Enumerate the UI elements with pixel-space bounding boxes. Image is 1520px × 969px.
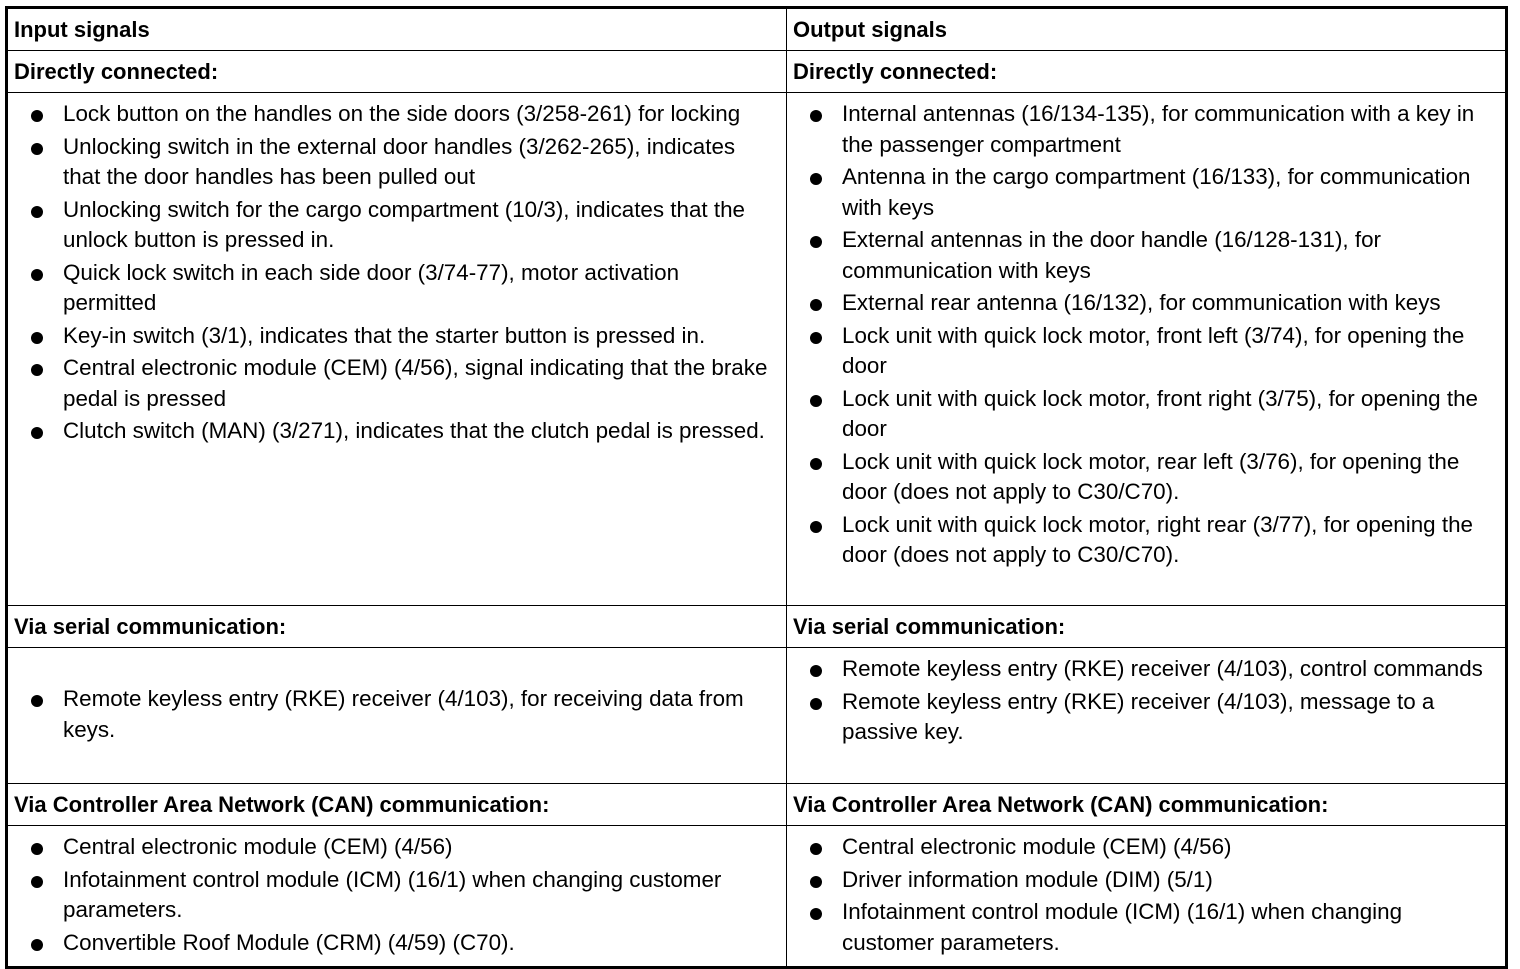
signals-table <box>5 6 1508 969</box>
list-item: Infotainment control module (ICM) (16/1) when changing customer parameters. <box>787 897 1505 958</box>
table-header-row <box>7 8 1507 51</box>
serial-section-header-row <box>7 606 1507 648</box>
list-item: Internal antennas (16/134-135), for communication with a key in the passenger compartment <box>787 99 1505 160</box>
serial-output-cell <box>787 648 1507 784</box>
direct-input-list <box>8 93 786 447</box>
list-item: Lock button on the handles on the side doors (3/258-261) for locking <box>8 99 786 130</box>
can-section-content-row <box>7 826 1507 968</box>
list-item: Unlocking switch in the external door handles (3/262-265), indicates that the door handles has been pulled out <box>8 132 786 193</box>
can-output-cell <box>787 826 1507 968</box>
list-item: Antenna in the cargo compartment (16/133), for communication with keys <box>787 162 1505 223</box>
direct-output-list <box>787 93 1505 571</box>
can-input-cell <box>7 826 787 968</box>
list-item: Quick lock switch in each side door (3/74-77), motor activation permitted <box>8 258 786 319</box>
serial-output-list <box>787 648 1505 748</box>
list-item: Central electronic module (CEM) (4/56), signal indicating that the brake pedal is pressed <box>8 353 786 414</box>
list-item: External rear antenna (16/132), for communication with keys <box>787 288 1505 319</box>
direct-input-cell <box>7 93 787 606</box>
output-signals-header: Output signals <box>787 8 1507 51</box>
direct-output-cell <box>787 93 1507 606</box>
direct-section-header-row <box>7 51 1507 93</box>
list-item: Remote keyless entry (RKE) receiver (4/103), for receiving data from keys. <box>8 684 786 745</box>
can-section-header-row <box>7 784 1507 826</box>
direct-input-title: Directly connected: <box>7 51 787 93</box>
list-item: Key-in switch (3/1), indicates that the starter button is pressed in. <box>8 321 786 352</box>
can-input-list <box>8 826 786 958</box>
list-item: Unlocking switch for the cargo compartment (10/3), indicates that the unlock button is pressed in. <box>8 195 786 256</box>
serial-output-title: Via serial communication: <box>787 606 1507 648</box>
list-item: External antennas in the door handle (16/128-131), for communication with keys <box>787 225 1505 286</box>
list-item: Lock unit with quick lock motor, front left (3/74), for opening the door <box>787 321 1505 382</box>
direct-section-content-row <box>7 93 1507 606</box>
list-item: Infotainment control module (ICM) (16/1) when changing customer parameters. <box>8 865 786 926</box>
list-item: Lock unit with quick lock motor, rear left (3/76), for opening the door (does not apply to C30/C70). <box>787 447 1505 508</box>
list-item: Lock unit with quick lock motor, front right (3/75), for opening the door <box>787 384 1505 445</box>
list-item: Remote keyless entry (RKE) receiver (4/103), message to a passive key. <box>787 687 1505 748</box>
input-signals-header: Input signals <box>7 8 787 51</box>
list-item: Lock unit with quick lock motor, right rear (3/77), for opening the door (does not apply to C30/C70). <box>787 510 1505 571</box>
list-item: Driver information module (DIM) (5/1) <box>787 865 1505 896</box>
serial-input-cell <box>7 648 787 784</box>
list-item: Remote keyless entry (RKE) receiver (4/103), control commands <box>787 654 1505 685</box>
can-input-title: Via Controller Area Network (CAN) communication: <box>7 784 787 826</box>
serial-input-list <box>8 684 786 745</box>
list-item: Clutch switch (MAN) (3/271), indicates that the clutch pedal is pressed. <box>8 416 786 447</box>
list-item: Central electronic module (CEM) (4/56) <box>8 832 786 863</box>
list-item: Convertible Roof Module (CRM) (4/59) (C70). <box>8 928 786 959</box>
serial-section-content-row <box>7 648 1507 784</box>
can-output-list <box>787 826 1505 958</box>
can-output-title: Via Controller Area Network (CAN) communication: <box>787 784 1507 826</box>
direct-output-title: Directly connected: <box>787 51 1507 93</box>
serial-input-title: Via serial communication: <box>7 606 787 648</box>
list-item: Central electronic module (CEM) (4/56) <box>787 832 1505 863</box>
